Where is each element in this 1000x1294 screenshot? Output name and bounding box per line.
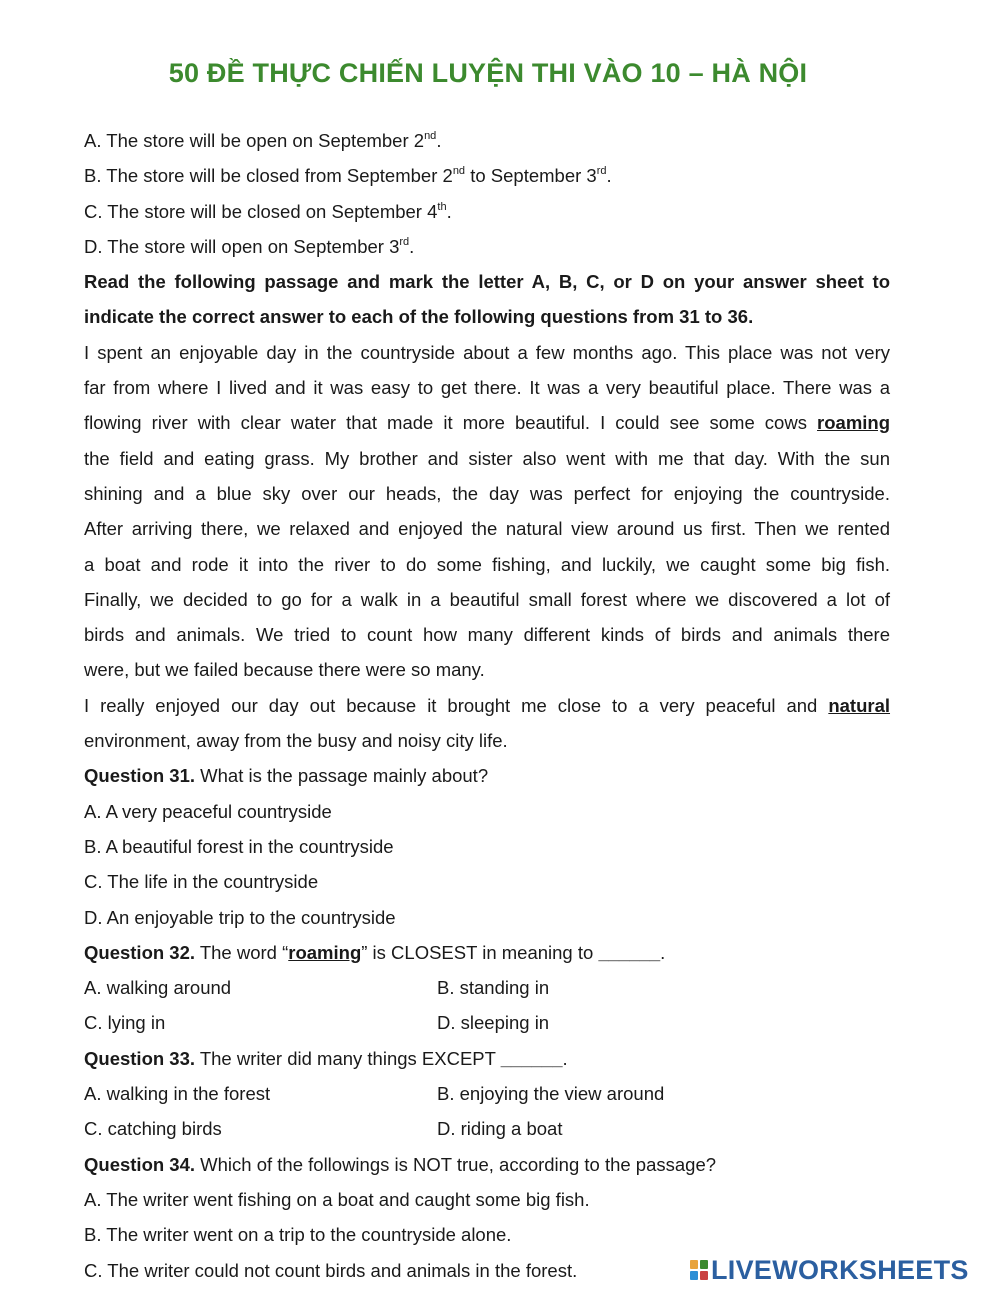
- passage-line: were, but we failed because there were so many.: [84, 659, 485, 681]
- liveworksheets-logo[interactable]: [690, 1254, 969, 1286]
- answer-blank[interactable]: ______: [598, 941, 661, 963]
- q32-options-row: [84, 970, 890, 1005]
- q32-option-b[interactable]: B. standing in: [437, 977, 550, 999]
- instruction-line-1: Read the following passage and mark the letter A, B, C, or D on your answer sheet to: [84, 271, 890, 293]
- q30-option-b: B. The store will be closed from September 2nd to September 3rd.: [84, 165, 612, 187]
- logo-square: [690, 1260, 698, 1269]
- q34-option-b[interactable]: B. The writer went on a trip to the countryside alone.: [84, 1224, 512, 1246]
- q31-option-c[interactable]: C. The life in the countryside: [84, 871, 319, 893]
- passage-line: I really enjoyed our day out because it brought me close to a very peaceful and natural: [84, 694, 891, 716]
- passage-line: After arriving there, we relaxed and enjoyed the natural view around us first. Then we rented: [84, 518, 890, 540]
- passage-line: far from where I lived and it was easy to get there. It was a very beautiful place. There was a: [84, 377, 890, 399]
- question-31: Question 31. What is the passage mainly about?: [84, 765, 489, 787]
- q31-option-b[interactable]: B. A beautiful forest in the countryside: [84, 835, 394, 857]
- underlined-word-roaming: roaming: [817, 412, 891, 434]
- q32-option-c[interactable]: C. lying in: [84, 1012, 166, 1034]
- q32-option-a[interactable]: A. walking around: [84, 977, 232, 999]
- logo-square: [690, 1271, 698, 1280]
- page-title: 50 ĐỀ THỰC CHIẾN LUYỆN THI VÀO 10 – HÀ NỘI: [168, 58, 808, 88]
- q32-options-row: [84, 1005, 890, 1040]
- q33-option-c[interactable]: C. catching birds: [84, 1118, 222, 1140]
- q33-options-row: [84, 1111, 890, 1146]
- question-34: Question 34. Which of the followings is NOT true, according to the passage?: [84, 1153, 717, 1175]
- answer-blank[interactable]: ______: [500, 1047, 563, 1069]
- passage-line: birds and animals. We tried to count how many different kinds of birds and animals there: [84, 624, 890, 646]
- question-33: Question 33. The writer did many things EXCEPT ______.: [84, 1047, 568, 1069]
- logo-square: [700, 1260, 708, 1269]
- q30-option-a: A. The store will be open on September 2nd.: [84, 130, 442, 151]
- passage-line: shining and a blue sky over our heads, the day was perfect for enjoying the countryside.: [84, 482, 890, 504]
- q32-option-d[interactable]: D. sleeping in: [437, 1012, 550, 1034]
- q34-option-a[interactable]: A. The writer went fishing on a boat and caught some big fish.: [84, 1188, 590, 1210]
- underlined-word-natural: natural: [828, 694, 891, 716]
- passage-line: I spent an enjoyable day in the countryside about a few months ago. This place was not very: [84, 341, 890, 363]
- worksheet-content: [84, 123, 890, 1288]
- logo-square: [700, 1271, 708, 1280]
- q33-options-row: [84, 1076, 890, 1111]
- q30-option-c: C. The store will be closed on September 4th.: [84, 200, 452, 222]
- passage-line: the field and eating grass. My brother and sister also went with me that day. With the sun: [84, 447, 890, 469]
- logo-text: LIVEWORKSHEETS: [711, 1254, 969, 1285]
- passage-line: a boat and rode it into the river to do some fishing, and luckily, we caught some big fish.: [84, 553, 890, 575]
- q33-option-b[interactable]: B. enjoying the view around: [437, 1083, 665, 1105]
- logo-mark-icon: [690, 1260, 708, 1280]
- q30-option-d: D. The store will open on September 3rd.: [84, 235, 415, 257]
- q31-option-a[interactable]: A. A very peaceful countryside: [84, 800, 332, 822]
- passage-line: Finally, we decided to go for a walk in a beautiful small forest where we discovered a lot of: [84, 588, 890, 610]
- q31-option-d[interactable]: D. An enjoyable trip to the countryside: [84, 906, 396, 928]
- q33-option-a[interactable]: A. walking in the forest: [84, 1083, 271, 1105]
- q34-option-c[interactable]: C. The writer could not count birds and animals in the forest.: [84, 1259, 578, 1281]
- passage-line: environment, away from the busy and noisy city life.: [84, 730, 508, 752]
- passage-line: flowing river with clear water that made it more beautiful. I could see some cows roaming: [84, 412, 891, 434]
- q33-option-d[interactable]: D. riding a boat: [437, 1118, 563, 1140]
- instruction-line-2: indicate the correct answer to each of the following questions from 31 to 36.: [84, 306, 754, 328]
- question-32: Question 32. The word “roaming” is CLOSEST in meaning to ______.: [84, 941, 666, 963]
